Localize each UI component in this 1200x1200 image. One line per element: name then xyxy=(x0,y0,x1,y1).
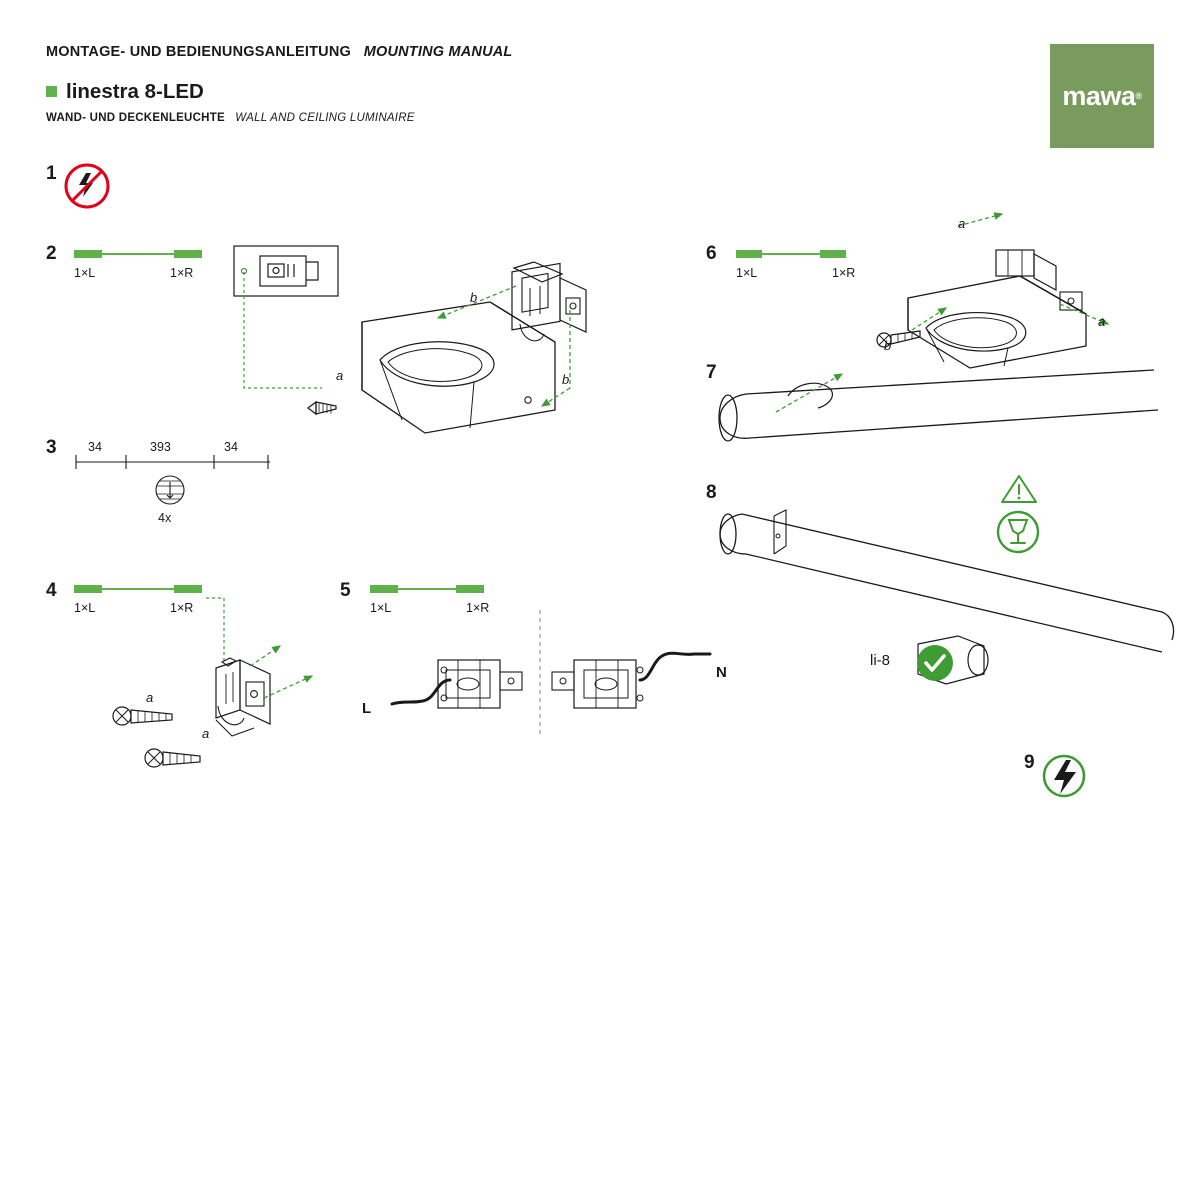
dimension-34-right: 34 xyxy=(224,440,238,454)
step-number-8: 8 xyxy=(706,482,717,503)
manual-title-en: MOUNTING MANUAL xyxy=(363,44,513,60)
parts-label-left-step6: 1×L xyxy=(736,266,758,280)
product-subtitle xyxy=(46,112,415,124)
drill-hole-icon xyxy=(150,470,190,510)
step-number-5: 5 xyxy=(340,580,351,601)
screw-icon-step2 xyxy=(306,396,346,422)
assembly-arrows-step2 xyxy=(420,278,620,438)
arrow-step7 xyxy=(772,368,872,418)
parts-label-left-step5: 1×L xyxy=(370,601,392,615)
parts-label-left-step4: 1×L xyxy=(74,601,96,615)
callout-a-step4-upper: a xyxy=(146,690,154,705)
screw-icon-step4-lower xyxy=(142,742,232,776)
parts-label-right-step4: 1×R xyxy=(170,601,194,615)
product-subtitle-en: WALL AND CEILING LUMINAIRE xyxy=(235,112,415,124)
callout-a-step6-right: a xyxy=(1098,314,1106,329)
page-title xyxy=(46,80,204,104)
callout-a-step4-lower: a xyxy=(202,726,210,741)
step-number-2: 2 xyxy=(46,243,57,264)
fragile-glass-icon xyxy=(990,504,1048,562)
step-number-3: 3 xyxy=(46,437,57,458)
callout-b-step2-top: b xyxy=(470,290,478,305)
brand-logo-mark: ® xyxy=(1135,91,1142,101)
assembly-arrows-step4 xyxy=(236,640,326,710)
assembly-arrows-step6 xyxy=(940,212,1120,332)
power-on-icon xyxy=(1036,748,1092,804)
drill-quantity: 4x xyxy=(158,511,172,525)
manual-header-line xyxy=(46,44,513,60)
manual-title-de: MONTAGE- UND BEDIENUNGSANLEITUNG xyxy=(46,44,351,60)
parts-label-right-step5: 1×R xyxy=(466,601,490,615)
step-number-6: 6 xyxy=(706,243,717,264)
lamp-type-label: li-8 xyxy=(870,652,891,669)
parts-bar-step2 xyxy=(74,248,204,264)
arrow-b-step6 xyxy=(906,300,966,336)
dimension-34-left: 34 xyxy=(88,440,102,454)
step-number-4: 4 xyxy=(46,580,57,601)
step-number-1: 1 xyxy=(46,163,57,184)
warning-triangle-icon xyxy=(1000,472,1040,506)
terminal-label-neutral: N xyxy=(716,664,727,681)
callout-a-step6-top: a xyxy=(958,216,966,231)
parts-label-right-step2: 1×R xyxy=(170,266,194,280)
parts-label-left-step2: 1×L xyxy=(74,266,96,280)
check-circle-icon xyxy=(912,640,958,686)
callout-a-step2: a xyxy=(336,368,344,383)
product-subtitle-de: WAND- UND DECKENLEUCHTE xyxy=(46,112,225,124)
wire-neutral xyxy=(636,636,716,692)
brand-logo xyxy=(1050,44,1154,148)
parts-bar-step6 xyxy=(736,248,846,264)
callout-b-step2-bottom: b xyxy=(562,372,570,387)
terminal-label-live: L xyxy=(362,700,372,717)
parts-bar-step4 xyxy=(74,583,204,599)
no-power-icon xyxy=(62,158,122,214)
brand-logo-text: mawa xyxy=(1062,80,1136,111)
bullet-square-icon xyxy=(46,86,57,97)
dimension-393: 393 xyxy=(150,440,171,454)
wire-live xyxy=(384,678,454,728)
callout-b-step6: b xyxy=(884,338,892,353)
parts-label-right-step6: 1×R xyxy=(832,266,856,280)
screw-icon-step4-upper xyxy=(110,700,200,734)
parts-bar-step5 xyxy=(370,583,485,599)
step-number-9: 9 xyxy=(1024,752,1035,773)
step-number-7: 7 xyxy=(706,362,717,383)
product-name: linestra 8-LED xyxy=(66,80,204,103)
